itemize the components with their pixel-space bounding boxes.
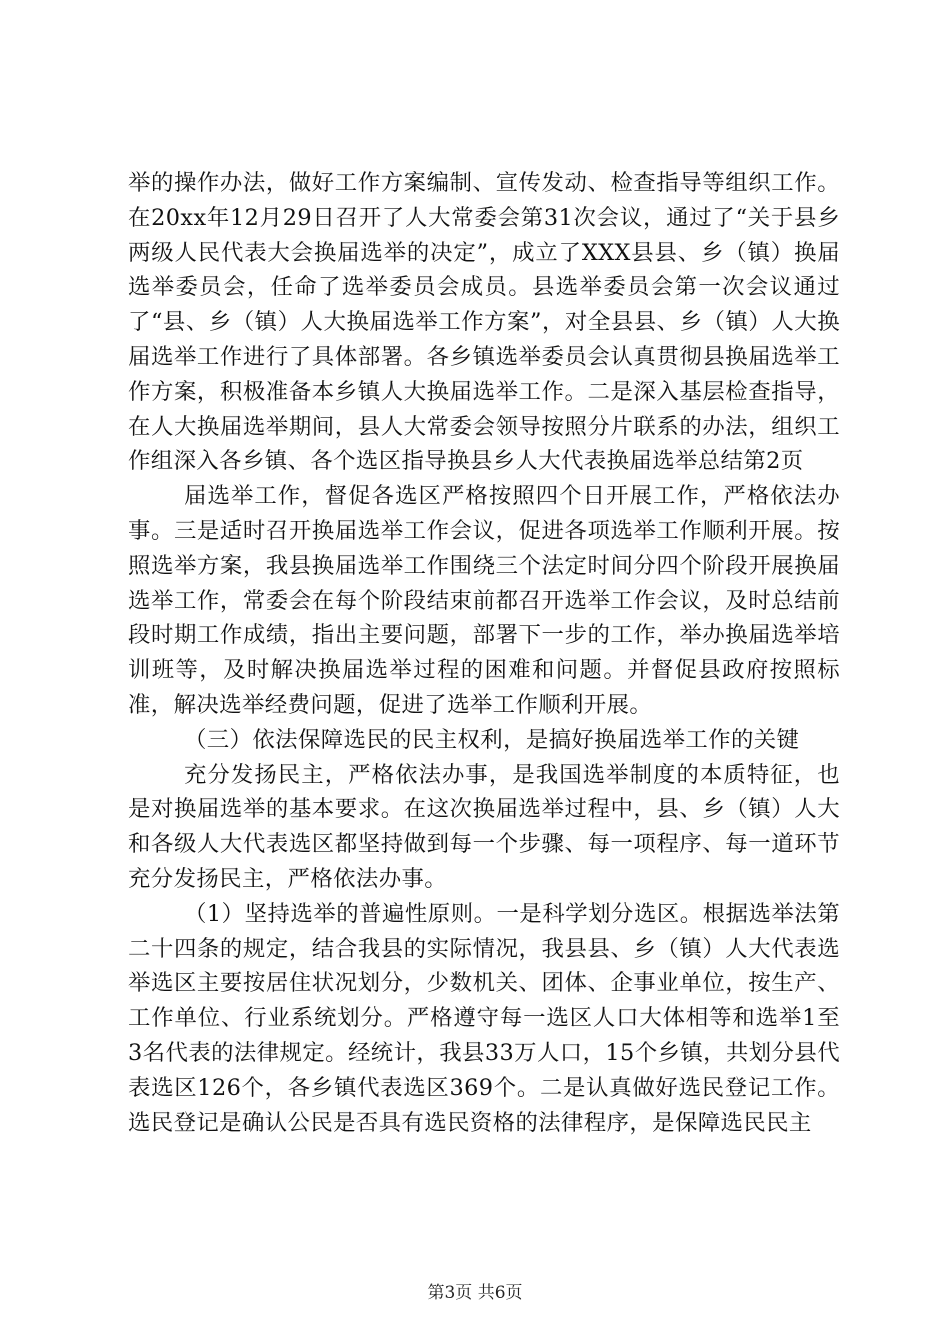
paragraph-p1: 举的操作办法，做好工作方案编制、宣传发动、检查指导等组织工作。在20xx年12月29日召开了人大常委会第31次会议，通过了“关于县乡两级人民代表大会换届选举的决定”，成立了XXX县县、乡（镇）换届选举委员会，任命了选举委员会成员。县选举委员会第一次会议通过了“县、乡（镇）人大换届选举工作方案”，对全县县、乡（镇）人大换届选举工作进行了具体部署。各乡镇选举委员会认真贯彻县换届选举工作方案，积极准备本乡镇人大换届选举工作。二是深入基层检查指导，在人大换届选举期间，县人大常委会领导按照分片联系的办法，组织工作组深入各乡镇、各个选区指导换县乡人大代表换届选举总结第2页 <box>128 170 840 475</box>
paragraph-p2: 届选举工作，督促各选区严格按照四个日开展工作，严格依法办事。三是适时召开换届选举工作会议，促进各项选举工作顺利开展。按照选举方案，我县换届选举工作围绕三个法定时间分四个阶段开展换届选举工作，常委会在每个阶段结束前都召开选举工作会议，及时总结前段时期工作成绩，指出主要问题，部署下一步的工作，举办换届选举培训班等，及时解决换届选举过程的困难和问题。并督促县政府按照标准，解决选举经费问题，促进了选举工作顺利开展。 <box>128 483 840 718</box>
paragraph-p5: （1）坚持选举的普遍性原则。一是科学划分选区。根据选举法第二十四条的规定，结合我县的实际情况，我县县、乡（镇）人大代表选举选区主要按居住状况划分，少数机关、团体、企事业单位，按生产、工作单位、行业系统划分。严格遵守每一选区人口大体相等和选举1至3名代表的法律规定。经统计，我县33万人口，15个乡镇，共划分县代表选区126个，各乡镇代表选区369个。二是认真做好选民登记工作。选民登记是确认公民是否具有选民资格的法律程序，是保障选民民主 <box>128 900 840 1136</box>
section-heading-p3: （三）依法保障选民的民主权利，是搞好换届选举工作的关键 <box>184 726 800 753</box>
page-indicator: 第3页 共6页 <box>427 1283 523 1303</box>
page-footer <box>0 1278 950 1303</box>
document-body <box>128 166 840 1140</box>
paragraph-p4: 充分发扬民主，严格依法办事，是我国选举制度的本质特征，也是对换届选举的基本要求。在这次换届选举过程中，县、乡（镇）人大和各级人大代表选区都坚持做到每一个步骤、每一项程序、每一道环节充分发扬民主，严格依法办事。 <box>128 761 840 892</box>
